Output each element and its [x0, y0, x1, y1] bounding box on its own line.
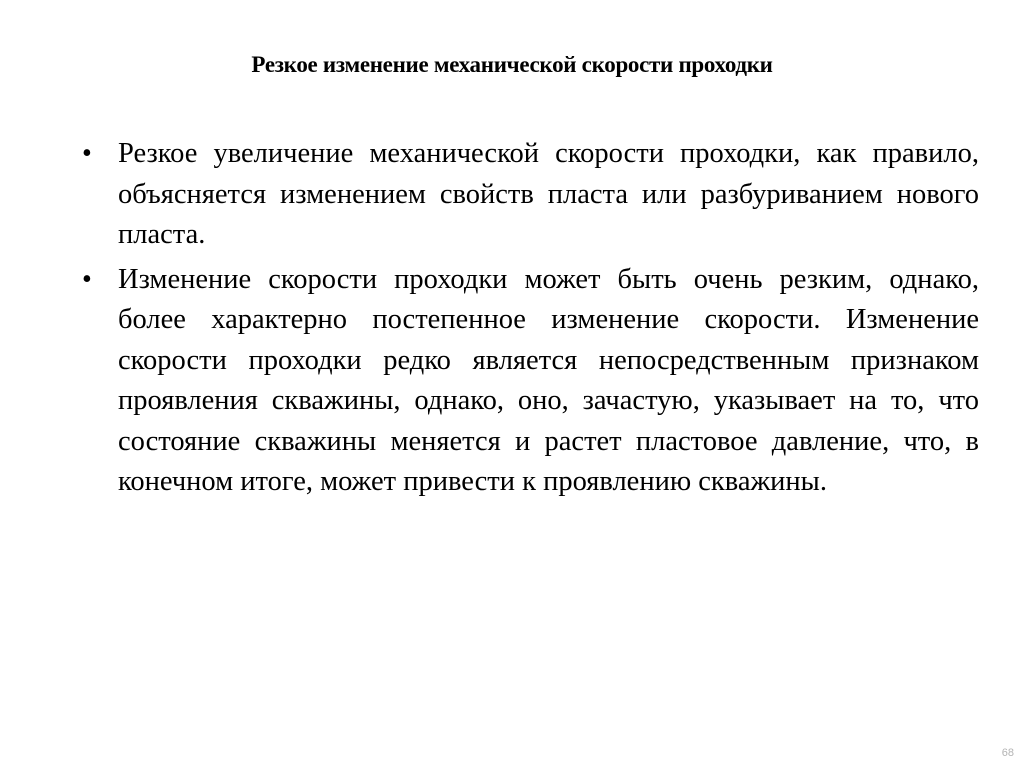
bullet-item-2	[76, 260, 979, 503]
bullet-item-1	[76, 134, 979, 256]
bullet-list	[76, 134, 979, 507]
slide-title: Резкое изменение механической скорости проходки	[251, 52, 773, 77]
page-number: 68	[1001, 747, 1014, 759]
bullet-icon: •	[82, 138, 92, 169]
bullet-text-2: Изменение скорости проходки может быть очень резким, однако, более характерно постепенное изменение скорости. Изменение скорости проходки редко является непосредственным признаком проявления скважины, однако, оно, зачастую, указывает на то, что состояние скважины меняется и растет пластовое давление, что, в конечном итоге, может привести к проявлению скважины.	[118, 263, 979, 497]
bullet-icon: •	[82, 263, 92, 295]
bullet-text-1: Резкое увеличение механической скорости проходки, как правило, объясняется изменением свойств пласта или разбуриванием нового пласта.	[118, 138, 979, 250]
